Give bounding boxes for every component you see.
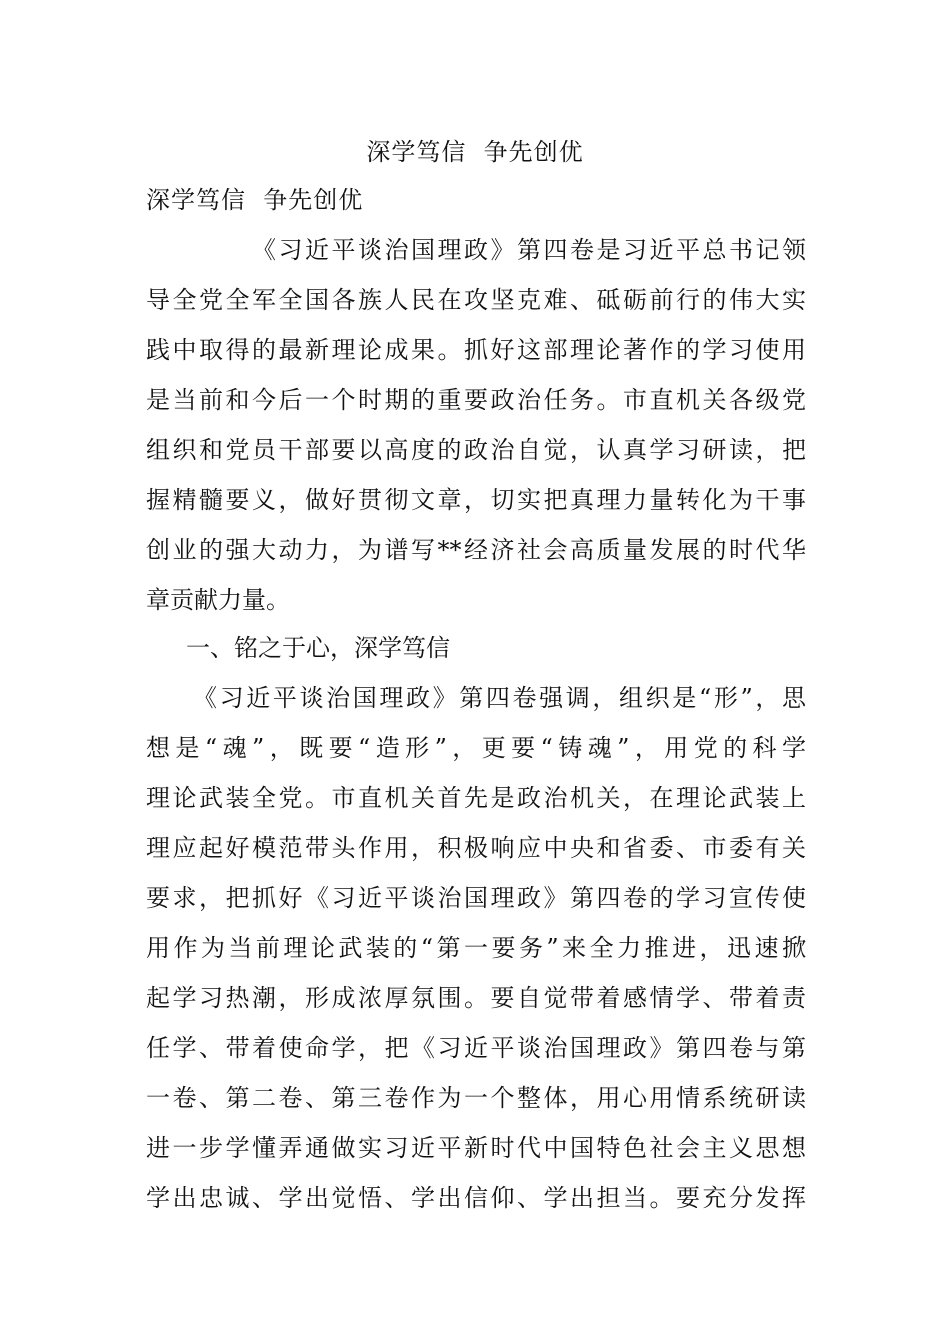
paragraph-2-line: 一卷、第二卷、第三卷作为一个整体，用心用情系统研读	[146, 1084, 806, 1112]
paragraph-1-line: 是当前和今后一个时期的重要政治任务。市直机关各级党	[146, 386, 806, 414]
paragraph-1-line: 践中取得的最新理论成果。抓好这部理论著作的学习使用	[146, 336, 806, 364]
paragraph-2-line: 《习近平谈治国理政》第四卷强调，组织是“形”，思	[193, 684, 806, 712]
paragraph-2-line: 进一步学懂弄通做实习近平新时代中国特色社会主义思想	[146, 1134, 806, 1162]
paragraph-1-line: 握精髓要义，做好贯彻文章，切实把真理力量转化为干事	[146, 486, 806, 514]
document-subtitle: 深学笃信 争先创优	[146, 186, 364, 214]
paragraph-2-line: 想是“魂”，既要“造形”，更要“铸魂”，用党的科学	[146, 734, 806, 762]
paragraph-2-line: 起学习热潮，形成浓厚氛围。要自觉带着感情学、带着责	[146, 984, 806, 1012]
paragraph-1-line: 《习近平谈治国理政》第四卷是习近平总书记领	[252, 236, 806, 264]
document-title: 深学笃信 争先创优	[366, 138, 584, 166]
paragraph-1-line: 创业的强大动力，为谱写**经济社会高质量发展的时代华	[146, 536, 806, 564]
paragraph-2-line: 学出忠诚、学出觉悟、学出信仰、学出担当。要充分发挥	[146, 1184, 806, 1212]
paragraph-2-line: 任学、带着使命学，把《习近平谈治国理政》第四卷与第	[146, 1034, 806, 1062]
paragraph-1-line: 组织和党员干部要以高度的政治自觉，认真学习研读，把	[146, 436, 806, 464]
section-1-heading: 一、铭之于心，深学笃信	[186, 634, 450, 662]
paragraph-1-line: 章贡献力量。	[146, 586, 290, 614]
paragraph-1-line: 导全党全军全国各族人民在攻坚克难、砥砺前行的伟大实	[146, 286, 806, 314]
paragraph-2-line: 要求，把抓好《习近平谈治国理政》第四卷的学习宣传使	[146, 884, 806, 912]
paragraph-2-line: 理应起好模范带头作用，积极响应中央和省委、市委有关	[146, 834, 806, 862]
paragraph-2-line: 理论武装全党。市直机关首先是政治机关，在理论武装上	[146, 784, 806, 812]
paragraph-2-line: 用作为当前理论武装的“第一要务”来全力推进，迅速掀	[146, 934, 806, 962]
